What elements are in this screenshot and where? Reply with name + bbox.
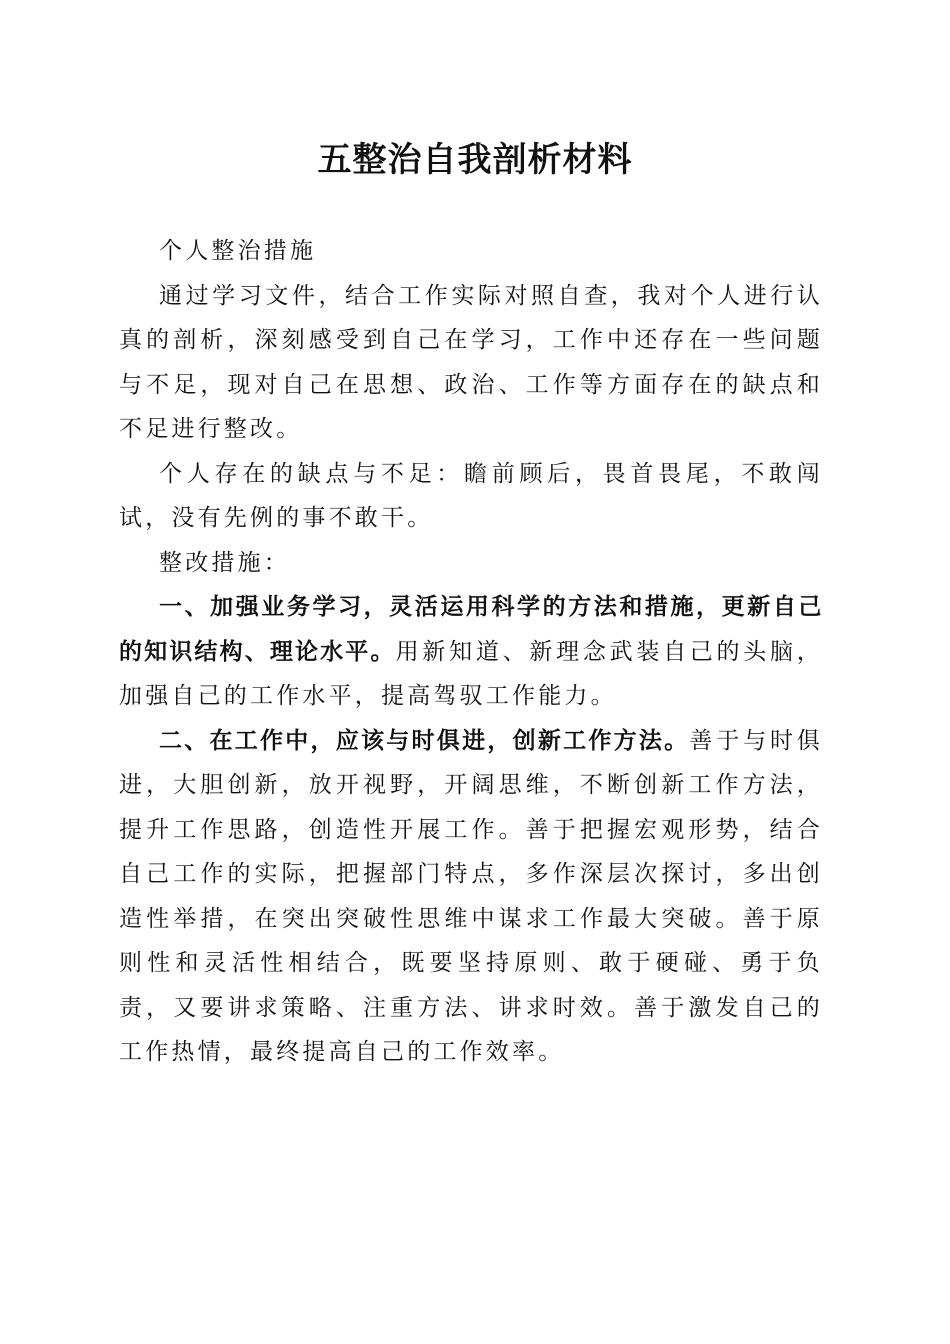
paragraph-text: 个人存在的缺点与不足：瞻前顾后，畏首畏尾，不敢闯试，没有先例的事不敢干。: [119, 460, 823, 531]
paragraph-text: 善于与时俱进，大胆创新，放开视野，开阔思维，不断创新工作方法，提升工作思路，创造性开展工作。善于把握宏观形势，结合自己工作的实际，把握部门特点，多作深层次探讨，多出创造性举措，在突出突破性思维中谋求工作最大突破。善于原则性和灵活性相结合，既要坚持原则、敢于硬碰、勇于负责，又要讲求策略、注重方法、讲求时效。善于激发自己的工作热情，最终提高自己的工作效率。: [119, 727, 823, 1065]
document-title: 五整治自我剖析材料: [317, 140, 633, 180]
paragraph-text: 通过学习文件，结合工作实际对照自查，我对个人进行认真的剖析，深刻感受到自己在学习，工作中还存在一些问题与不足，现对自己在思想、政治、工作等方面存在的缺点和不足进行整改。: [119, 282, 823, 442]
paragraph-shortcomings: [119, 452, 823, 541]
paragraph-lead: 二、在工作中，应该与时俱进，创新工作方法。: [159, 727, 690, 754]
paragraph-measure-one: [119, 585, 823, 719]
paragraph-text: 整改措施：: [159, 549, 290, 576]
paragraph-rectification-heading: [119, 541, 823, 586]
paragraph-personal-measures: [119, 229, 823, 274]
paragraph-introduction: [119, 274, 823, 452]
paragraph-text: 个人整治措施: [159, 238, 317, 264]
paragraph-measure-two: [119, 719, 823, 1075]
paragraph-lead: 一、加强业务学习，灵活运用科学的方法和措施，更新自己的知识结构、理论水平。: [119, 594, 823, 665]
paragraph-text: 用新知道、新理念武装自己的头脑，加强自己的工作水平，提高驾驭工作能力。: [119, 638, 823, 709]
document-body: [119, 229, 823, 1075]
